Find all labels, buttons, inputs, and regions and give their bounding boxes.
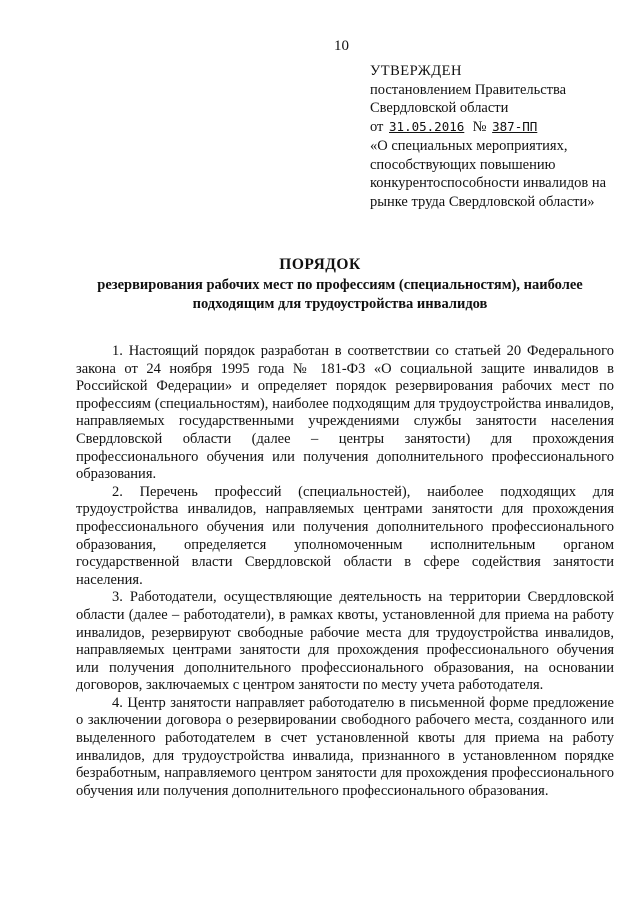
number-sign: № — [472, 118, 487, 135]
approval-heading: УТВЕРЖДЕН — [370, 63, 462, 79]
page-number: 10 — [334, 38, 349, 54]
document-subtitle: резервирования рабочих мест по профессиям (специальностям), наиболее подходящим для трудоустройства инвалидов — [97, 277, 583, 312]
paragraph-3: 3. Работодатели, осуществляющие деятельность на территории Свердловской области (далее – работодатели), в рамках квоты, установленной для приема на работу инвалидов, резервируют свободные рабочие места для трудоустройства инвалидов, направляемых центрами занятости для прохождения профессионального обучения или получения дополнительного профессионального образования, на основании договоров, заключаемых с центром занятости по месту учета работодателя. — [76, 589, 614, 694]
paragraph-2: 2. Перечень профессий (специальностей), наиболее подходящих для трудоустройства инвалидов, направляемых центрами занятости для прохождения профессионального обучения или получения дополнительного профессионального образования, определяется уполномоченным исполнительным органом государственной власти Свердловской области в сфере содействия занятости населения. — [76, 483, 614, 588]
document-body — [76, 343, 614, 800]
paragraph-1: 1. Настоящий порядок разработан в соответствии со статьей 20 Федерального закона от 24 ноября 1995 года № 181-ФЗ «О социальной защите инвалидов в Российской Федерации» и определяет порядок резервирования рабочих мест по профессиям (специальностям), наиболее подходящим для трудоустройства инвалидов, направляемых государственными учреждениями службы занятости населения Свердловской области (далее – центры занятости) для прохождения профессионального обучения или получения дополнительного профессионального образования. — [76, 343, 614, 483]
document-title: ПОРЯДОК — [279, 256, 361, 273]
decree-date: 31.05.2016 — [389, 118, 465, 134]
paragraph-4: 4. Центр занятости направляет работодателю в письменной форме предложение о заключении договора о резервировании свободного рабочего места, созданного или выделенного работодателем в счет установленной квоты для приема на работу инвалидов, для трудоустройства инвалида, признанного в установленном порядке безработным, направляемого центром занятости для прохождения профессионального обучения или получения дополнительного профессионального образования. — [76, 694, 614, 799]
date-prefix: от — [370, 118, 384, 135]
approval-decree-line: постановлением Правительства — [370, 81, 567, 98]
approval-date-row — [370, 118, 632, 137]
decree-title: «О специальных мероприятиях, способствующих повышению конкурентоспособности инвалидов на рынке труда Свердловской области» — [370, 138, 607, 210]
approval-region-line: Свердловской области — [370, 100, 509, 116]
decree-number: 387-ПП — [492, 118, 538, 134]
approval-block — [370, 62, 632, 211]
